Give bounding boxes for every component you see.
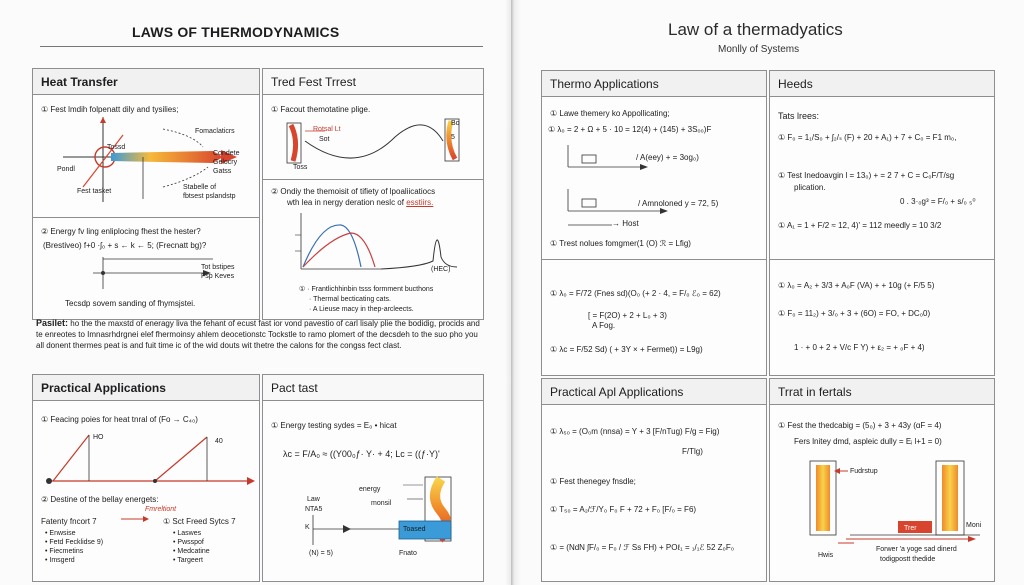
practical-apl-eq3: ① = (NdN ʃF/₀ = F₀ / ℱ Ss FH) + POℓ₁ = ₁/₁ℰ 52 Z₀F₀ — [550, 543, 735, 552]
col1-item-1: • Enwsise — [45, 530, 76, 537]
thermo-divider — [542, 259, 767, 260]
pact-label-toased: Toased — [403, 526, 426, 533]
trat-heading: Trrat in fertals — [770, 379, 994, 405]
fig-label-stabelle: Stabelle of — [183, 184, 217, 191]
ondiy-line-2 — [287, 198, 433, 208]
ondiy-line: ② Ondiy the themoisit of tifiety of lpoaliicatiocs — [271, 187, 436, 196]
heat-transfer-panel — [32, 68, 260, 320]
col2-item-3: • Medcatine — [173, 548, 210, 555]
sub-label-bstipes: Tot bstipes — [201, 264, 235, 271]
heeds-eq2: ① Test Inedoavgin l = 13₀) + = 2 7 + C = C₀F/T/sg — [778, 171, 955, 180]
trat-label-fudrstup: Fudrstup — [850, 468, 878, 475]
curve-label-bo: Bo — [451, 120, 460, 127]
fig-label-fest-tasket: Fest tasket — [77, 188, 112, 195]
pasilet-lead: Pasilet: — [36, 318, 69, 328]
pact-label-n5: (N) = 5) — [309, 550, 333, 557]
practical-apl-test: ① Fest thenegey fnsdle; — [550, 477, 636, 486]
fig-label-condete: Condete — [213, 150, 240, 157]
pact-intro: ① Energy testing sydes = E₀ • hicat — [271, 421, 397, 430]
thermo-eq4: ① λc = F/52 Sd) ( + 3Y × + Fermet)) = L9g) — [550, 345, 703, 354]
curve-label-sot: Sot — [319, 136, 330, 143]
practical-intro: ① Feacing poies for heat tnral of (Fo → C₄₀) — [41, 415, 198, 424]
fest-panel — [262, 68, 484, 320]
fig-label-gelocry: Gelocry — [213, 159, 238, 166]
heat-transfer-heading: Heat Transfer — [33, 69, 259, 95]
heeds-eq5: ① F₀ = 11₂) + 3/₀ + 3 + (6O) = FO, + DC₀0) — [778, 309, 931, 318]
col1-heading: Fatenty fncort 7 — [41, 517, 97, 526]
fig-label-fomaclaticrs: Fomaclaticrs — [195, 128, 235, 135]
destine-line: ② Destine of the bellay energets: — [41, 495, 159, 504]
pact-label-monsil: monsil — [371, 500, 392, 507]
col2-item-2: • Pwsspof — [173, 539, 204, 546]
pact-label-energy: energy — [359, 486, 381, 493]
heat-curve-figure — [285, 115, 475, 171]
heeds-sub: Tats lrees: — [778, 111, 820, 121]
heeds-plication: plication. — [794, 183, 826, 192]
fest-note-2: · Thermal becticating cats. — [309, 296, 391, 303]
heeds-eq2b: 0 . 3·₀g³ = F/₀ + s/₀ ₅⁰ — [900, 197, 976, 206]
col1-item-2: • Fetd Fecklidse 9) — [45, 539, 104, 546]
ondiy-text: wth lea in nergy deration neslc of — [287, 198, 404, 207]
heeds-eq6: 1 · + 0 + 2 + V/c F Y) + ε₂ = + ₀F + 4) — [794, 343, 925, 352]
sub-label-keves: Fsp Keves — [201, 273, 235, 280]
thermo-eq3b: A Fog. — [592, 321, 616, 330]
heeds-eq3: ① A₁ = 1 + F/2 ≈ 12, 4)' = 112 meedly = 10 3/2 — [778, 221, 942, 230]
fig-label-gatss: Gatss — [213, 168, 232, 175]
thermo-intro: ① Lawe themery ko Appollicating; — [550, 109, 670, 118]
thermo-label-a: / A(eey) + = 3og₀) — [636, 153, 699, 162]
trat-label-trer: Trer — [904, 525, 917, 532]
right-page-subtitle: Monlly of Systems — [718, 44, 800, 55]
pasilet-paragraph — [36, 318, 486, 351]
curve-label-rotsal: Rotsal Lt — [313, 126, 341, 133]
thermo-eq1: ① λ₀ = 2 + Ω + 5 · 10 = 12(4) + (145) + 3Sₒ₀)F — [548, 125, 712, 134]
trat-eq2: Fers lnitey dmd, aspleic dully = Eᵢ l+1 = 0) — [794, 437, 942, 446]
fmreltiont-label: Fmreltiont — [145, 506, 177, 513]
thermo-heading: Thermo Applications — [542, 71, 766, 97]
fest-intro: ① Facout themotatine plige. — [271, 105, 371, 114]
heeds-eq4: ① λ₀ = A₂ + 3/3 + A₀F (VA) + + 10g (+ F/5 5) — [778, 281, 935, 290]
curve-label-5: 5 — [451, 134, 455, 141]
fest-note-1: ① · Frantlichhinbin tsss formment bucthons — [299, 286, 434, 293]
pact-heading: Pact tast — [263, 375, 483, 401]
thermo-eq3: [ = F(2O) + 2 + L₀ + 3) — [588, 311, 667, 320]
curve-label-toss: Toss — [293, 164, 308, 171]
left-page-title: LAWS OF THERMODYNAMICS — [132, 24, 340, 40]
energy-line: ② Energy fv ling enliplocing fhest the hester? — [41, 227, 201, 236]
pact-equation: λc = F/A₀ ≈ ((Y00₀ƒ· Y· + 4; Lc = ((ƒ·Y)' — [283, 449, 440, 459]
label-ho: HO — [93, 434, 104, 441]
pact-label-nta5: NTA5 — [305, 506, 323, 513]
thermo-eq2: ① λ₀ = F/72 (Fnes sd)(O₀ (+ 2 · 4, = F/₀ ℰ₀ = 62) — [550, 289, 721, 298]
trat-label-hwis: Hwis — [818, 552, 834, 559]
trat-eq1: ① Fest the thedcabig = (5₀) + 3 + 43y (ɑF = 4) — [778, 421, 942, 430]
trat-panel — [769, 378, 995, 582]
heeds-panel — [769, 70, 995, 376]
practical-apl-eq1b: F/Tlg) — [682, 447, 703, 456]
ondiy-link[interactable]: esstiirs. — [406, 198, 434, 207]
col2-item-4: • Targeert — [173, 557, 203, 564]
heat-transfer-intro: ① Fest lmdih folpenatt dily and tysilies; — [41, 105, 179, 114]
graph-label-hec: (HEC) — [431, 266, 451, 273]
col2-heading: ① Sct Freed Sytcs 7 — [163, 517, 236, 526]
title-rule — [40, 46, 483, 47]
heat-transfer-divider — [33, 217, 260, 218]
heat-transfer-caption: Tecsdp sovem sanding of fhymsjstei. — [65, 299, 196, 308]
heeds-divider — [770, 259, 995, 260]
practical-apl-eq2: ① T₅₀ = A₂/ℱ/Y₀ F₀ F + 72 + F₀ [F/₀ = F6) — [550, 505, 697, 514]
pact-label-k: K — [305, 524, 310, 531]
fig-label-tossd: Tossd — [107, 144, 126, 151]
fest-note-3: · A Lieuse macy in thep-arcleects. — [309, 306, 414, 313]
practical-apl-heading: Practical Apl Applications — [542, 379, 766, 405]
pact-panel — [262, 374, 484, 582]
heeds-heading: Heeds — [770, 71, 994, 97]
trat-label-todigpostt: todigpostt thedide — [880, 556, 936, 563]
fest-divider — [263, 179, 484, 180]
col1-item-3: • Fiecmetins — [45, 548, 84, 555]
thermo-label-b: / Amnoloned y = 72, 5) — [638, 199, 719, 208]
pact-label-law: Law — [307, 496, 320, 503]
practical-panel — [32, 374, 260, 582]
trat-label-moni: Moni — [966, 522, 982, 529]
practical-apl-eq1: ① λ₅₀ = (O₀m (nnsa) = Y + 3 [F/nTug) F/g = Fig) — [550, 427, 720, 436]
trat-label-forwer: Forwer 'a yoge sad dinerd — [876, 546, 957, 553]
red-arrow — [121, 515, 151, 523]
label-40: 40 — [215, 438, 223, 445]
practical-heading: Practical Applications — [33, 375, 259, 401]
col2-item-1: • Laswes — [173, 530, 202, 537]
pasilet-text: ho the the maxstd of eneragy liva the fehant of ecust fast ior vond pavestio of carl lisaly plie the bodidig, procids and te enreotes to Imnasrhdrgnei elef fhermoinsy ahlem deocetionstc Tockstle to ramo plomert of the decsdeh to the suo pho you all donent thermes peat is and fuit time ic of the wid douts wit thetre the calons for the congss fect clast. — [36, 319, 480, 350]
book-crease — [505, 0, 521, 585]
fig-label-pondl: Pondl — [57, 166, 75, 173]
heat-column-figure — [790, 459, 990, 549]
thermo-label-c: → Host — [612, 219, 639, 228]
thermo-panel — [541, 70, 767, 376]
right-page-title: Law of a thermadyatics — [668, 20, 843, 39]
thermo-test: ① Trest nolues fomgmer(1 (O) ℛ = Lfig) — [550, 239, 691, 248]
fig-label-fbtsest: fbtsest pslandstp — [183, 193, 236, 200]
fest-heading: Tred Fest Trrest — [263, 69, 483, 95]
energy-equation: (Brestiveo) f+0 ·ʃ₀ + s ← k ← 5; (Frecnatt bg)? — [43, 241, 207, 250]
heeds-eq1: ① F₀ = 1₁/S₀ + ʃ₂/ₛ (F) + 20 + A₁) + 7 + C₀ = F1 m₀, — [778, 133, 957, 142]
practical-apl-panel — [541, 378, 767, 582]
pact-label-fnato: Fnato — [399, 550, 417, 557]
col1-item-4: • Imsgerd — [45, 557, 75, 564]
